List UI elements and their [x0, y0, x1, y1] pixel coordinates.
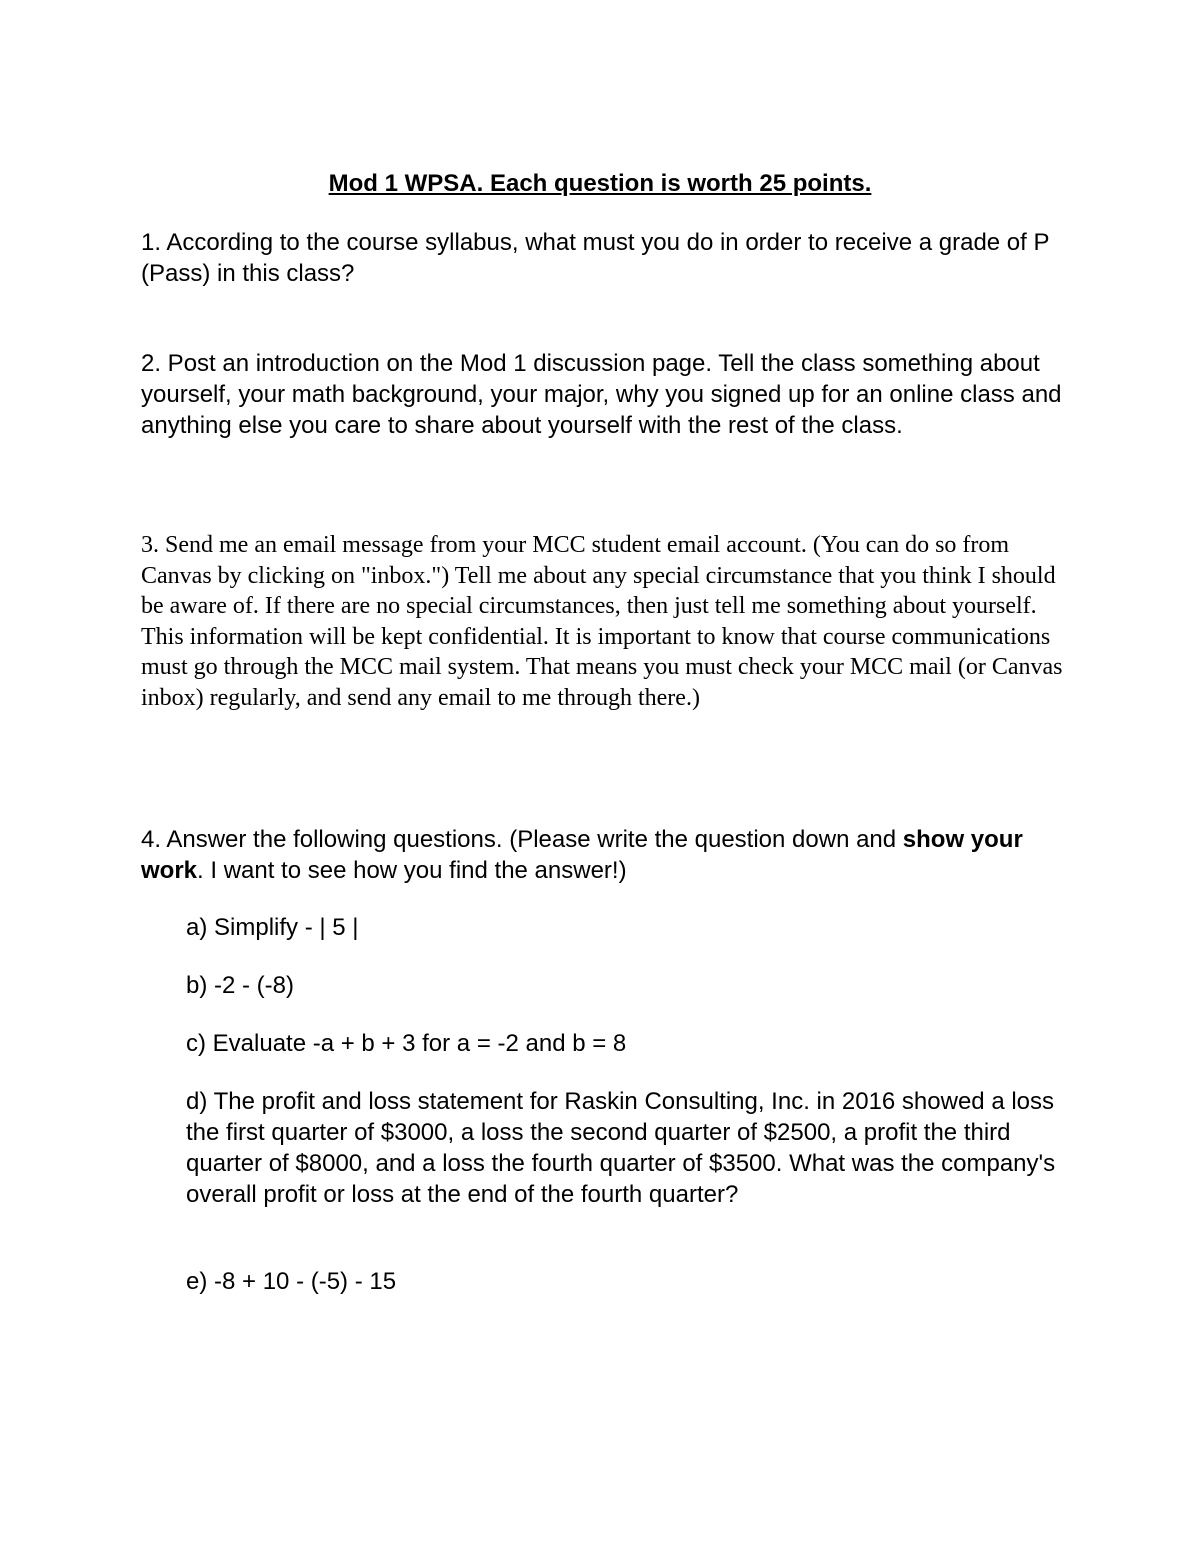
- question-4-part-b: b) -2 - (-8): [186, 972, 294, 999]
- question-3: 3. Send me an email message from your MCC student email account. (You can do so from Canvas by clicking on "inbox.") Tell me about any special circumstance that you think I should be aware of. If there are no special circumstances, then just tell me something about yourself. This information will be kept confidential. It is important to know that course communications must go through the MCC mail system. That means you must check your MCC mail (or Canvas inbox) regularly, and send any email to me through there.): [141, 532, 1063, 711]
- question-4-part-c: c) Evaluate -a + b + 3 for a = -2 and b = 8: [186, 1030, 627, 1057]
- question-2: 2. Post an introduction on the Mod 1 discussion page. Tell the class something about yourself, your math background, your major, why you signed up for an online class and anything else you care to share about yourself with the rest of the class.: [141, 350, 1062, 439]
- question-4-rest: . I want to see how you find the answer!): [197, 857, 627, 884]
- page-title: Mod 1 WPSA. Each question is worth 25 points.: [328, 170, 872, 197]
- question-4-part-e: e) -8 + 10 - (-5) - 15: [186, 1268, 397, 1295]
- question-4-intro: 4. Answer the following questions. (Please write the question down and: [141, 826, 903, 853]
- question-4-part-d: d) The profit and loss statement for Raskin Consulting, Inc. in 2016 showed a loss the first quarter of $3000, a loss the second quarter of $2500, a profit the third quarter of $8000, and a loss the fourth quarter of $3500. What was the company's overall profit or loss at the end of the fourth quarter?: [186, 1088, 1056, 1208]
- question-4: [141, 824, 1071, 886]
- question-4-part-a: a) Simplify - | 5 |: [186, 914, 359, 941]
- question-1: 1. According to the course syllabus, what must you do in order to receive a grade of P (Pass) in this class?: [141, 229, 1050, 287]
- question-4-emphasis: show your work: [141, 826, 1023, 884]
